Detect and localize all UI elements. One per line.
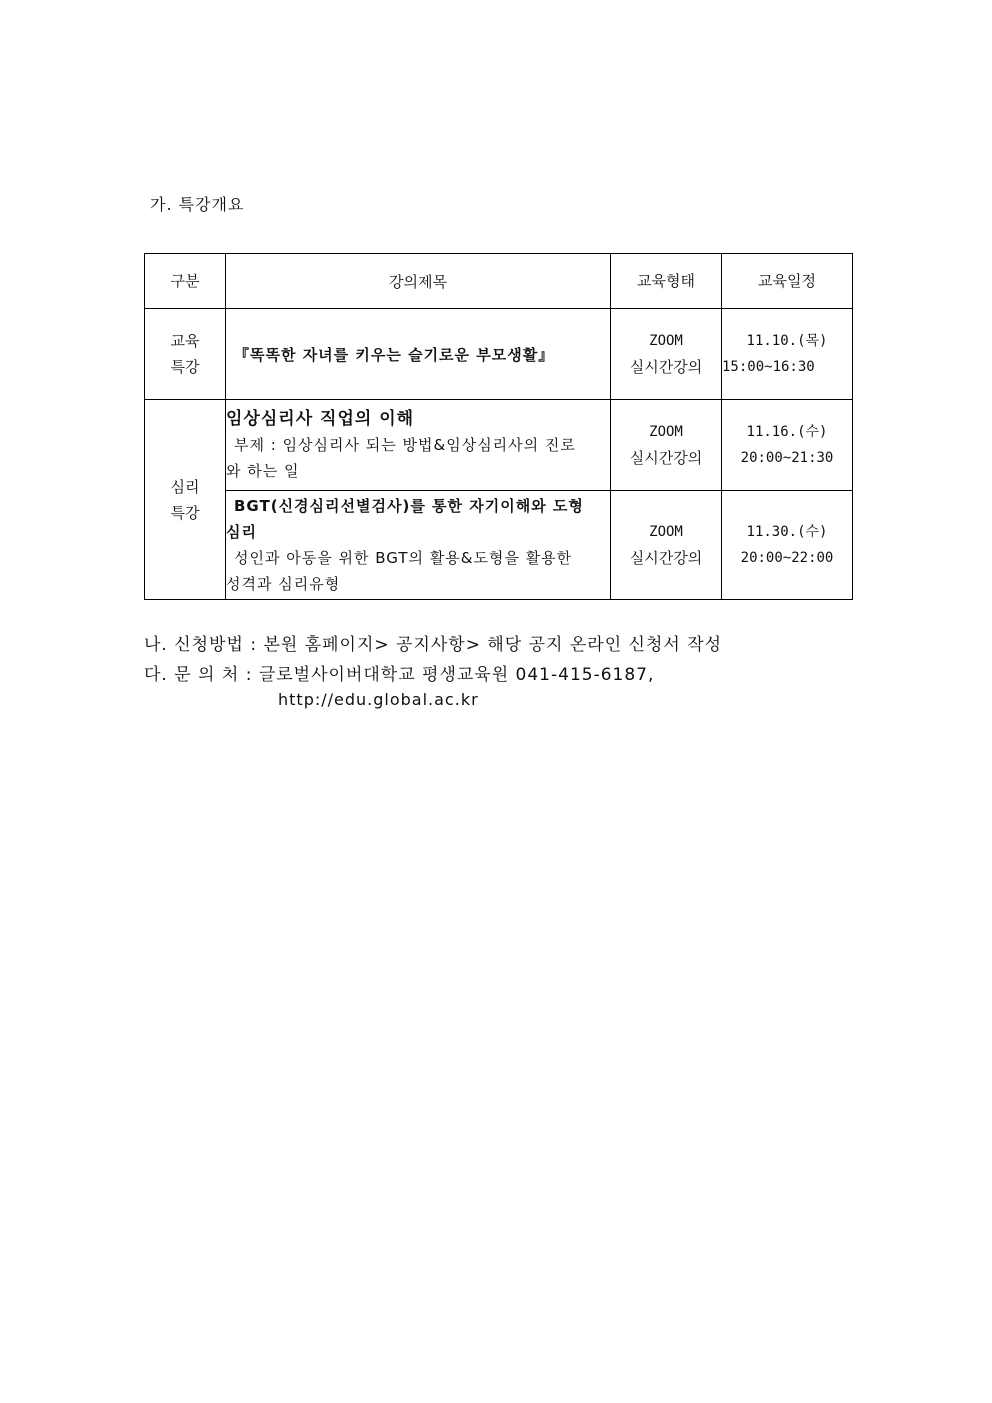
category-cell (145, 309, 226, 400)
date-day: 11.10.(목) (746, 333, 828, 349)
lecture-subtitle-cont: 성격과 심리유형 (226, 575, 341, 593)
date-cell (722, 400, 853, 491)
form-type: 실시간강의 (629, 358, 703, 376)
title-cell (226, 400, 611, 491)
form-cell (611, 309, 722, 400)
form-platform: ZOOM (649, 524, 683, 540)
header-category: 구분 (145, 254, 226, 309)
category-line: 특강 (170, 503, 200, 522)
table-header-row (145, 254, 853, 309)
form-cell (611, 400, 722, 491)
lecture-title: 『똑똑한 자녀를 키우는 슬기로운 부모생활』 (234, 345, 555, 364)
form-type: 실시간강의 (629, 549, 703, 567)
form-type: 실시간강의 (629, 449, 703, 467)
title-cell (226, 491, 611, 600)
table-row (145, 491, 853, 600)
table-row (145, 400, 853, 491)
lecture-title: BGT(신경심리선별검사)를 통한 자기이해와 도형 (234, 497, 584, 515)
date-day: 11.30.(수) (746, 524, 828, 540)
lecture-subtitle-cont: 와 하는 일 (226, 462, 300, 480)
lecture-title-cont: 심리 (226, 523, 257, 541)
form-cell (611, 491, 722, 600)
category-line: 심리 (170, 477, 200, 496)
lecture-subtitle: 성인과 아동을 위한 BGT의 활용&도형을 활용한 (234, 549, 573, 567)
date-time: 20:00~22:00 (740, 550, 834, 566)
title-cell (226, 309, 611, 400)
header-date: 교육일정 (722, 254, 853, 309)
form-platform: ZOOM (649, 333, 683, 349)
category-cell (145, 400, 226, 600)
header-form: 교육형태 (611, 254, 722, 309)
form-platform: ZOOM (649, 424, 683, 440)
date-cell (722, 309, 853, 400)
contact-info: 다. 문 의 처 : 글로벌사이버대학교 평생교육원 041-415-6187, (144, 665, 655, 685)
lecture-subtitle: 부제 : 임상심리사 되는 방법&임상심리사의 진로 (234, 436, 576, 454)
header-title: 강의제목 (226, 254, 611, 309)
apply-method: 나. 신청방법 : 본원 홈페이지> 공지사항> 해당 공지 온라인 신청서 작성 (144, 635, 723, 655)
lecture-title: 임상심리사 직업의 이해 (226, 409, 415, 429)
website-link[interactable]: http://edu.global.ac.kr (278, 690, 479, 709)
date-day: 11.16.(수) (746, 424, 828, 440)
date-cell (722, 491, 853, 600)
category-line: 특강 (170, 358, 200, 376)
category-line: 교육 (170, 332, 200, 350)
table-row (145, 309, 853, 400)
lecture-overview-table (144, 253, 853, 600)
date-time: 20:00~21:30 (740, 450, 834, 466)
section-title: 가. 특강개요 (150, 195, 245, 214)
date-time: 15:00~16:30 (722, 359, 815, 375)
